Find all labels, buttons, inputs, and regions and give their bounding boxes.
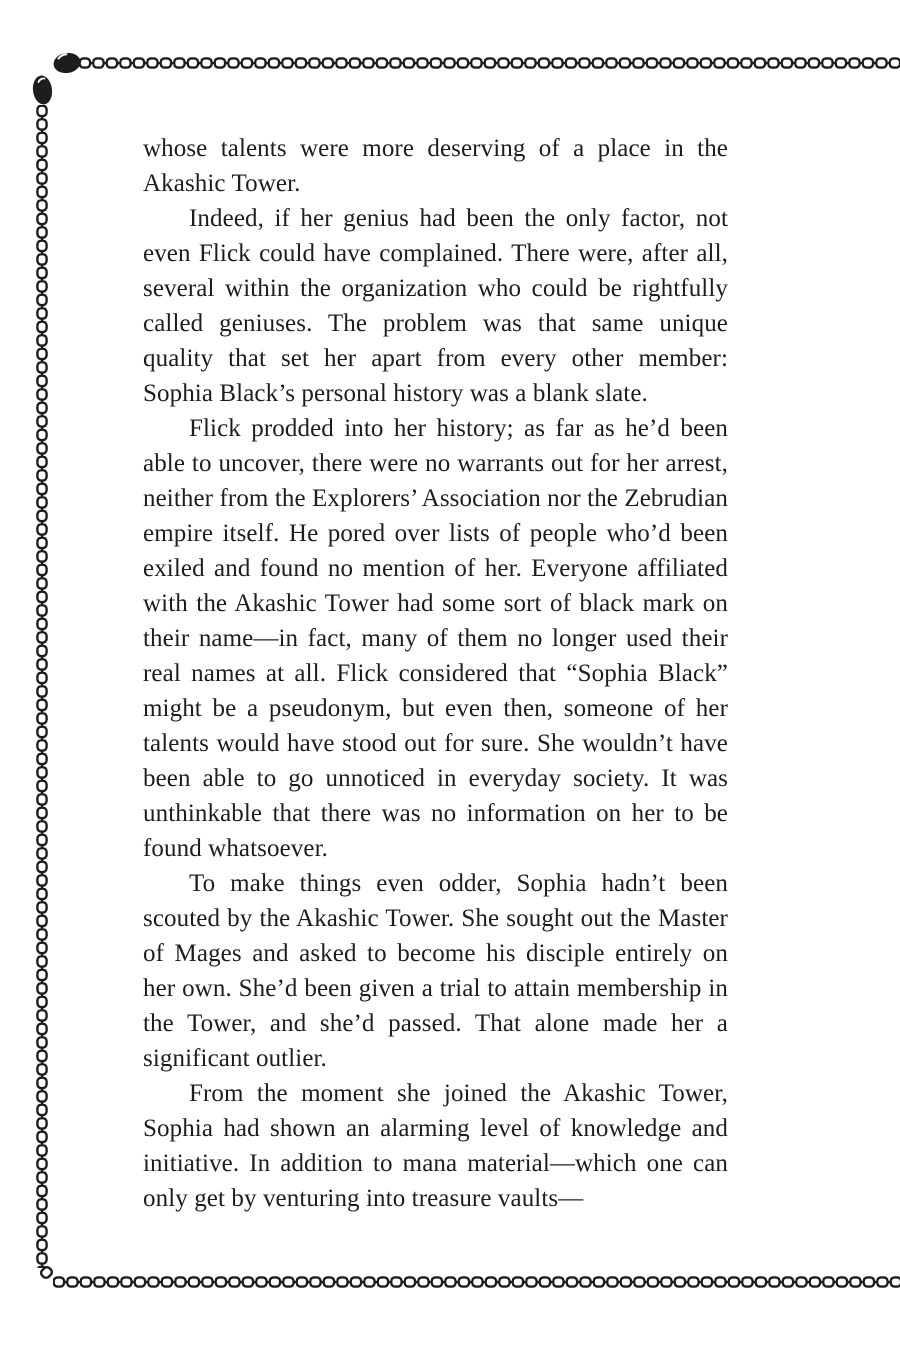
chain-left <box>36 105 48 1268</box>
paragraph: To make things even odder, Sophia hadn’t been scouted by the Akashic Tower. She sought out the Master of Mages and asked to become his disciple entirely on her own. She’d been given a trial to attain membership in the Tower, and she’d passed. That alone made her a significant outlier. <box>143 870 728 1072</box>
paragraph: Flick prodded into her history; as far as he’d been able to uncover, there were no warrants out for her arrest, neither from the Explorers’ Association nor the Zebrudian empire itself. He pored over lists of people who’d been exiled and found no mention of her. Everyone affiliated with the Akashic Tower had some sort of black mark on their name—in fact, many of them no longer used their real names at all. Flick considered that “Sophia Black” might be a pseudonym, but even then, someone of her talents would have stood out for sure. She wouldn’t have been able to go unnoticed in everyday society. It was unthinkable that there was no information on her to be found whatsoever. <box>143 415 728 862</box>
chain-top <box>79 57 900 69</box>
chain-bottom <box>53 1276 900 1288</box>
paragraph: Indeed, if her genius had been the only factor, not even Flick could have complained. There were, after all, several within the organization who could be rightfully called geniuses. The problem was that same unique quality that set her apart from every other member: Sophia Black’s personal history was a blank slate. <box>143 205 728 407</box>
page-text <box>143 131 728 1216</box>
paragraph: From the moment she joined the Akashic Tower, Sophia had shown an alarming level of knowledge and initiative. In addition to mana material—which one can only get by venturing into treasure vaults— <box>143 1080 728 1212</box>
chain-bead-top-icon <box>52 51 82 75</box>
chain-bead-left-icon <box>31 74 53 105</box>
paragraph-continuation: whose talents were more deserving of a place in the Akashic Tower. <box>143 135 728 197</box>
